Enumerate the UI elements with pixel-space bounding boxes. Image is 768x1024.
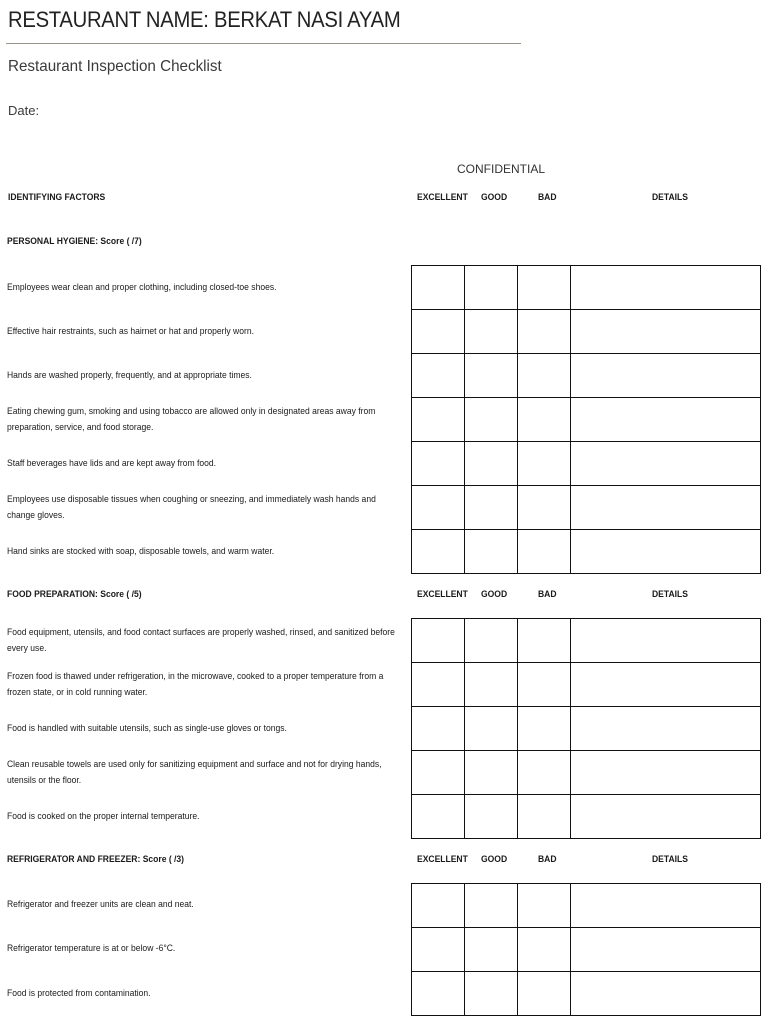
- table-row: [412, 707, 761, 751]
- excellent-cell[interactable]: [412, 663, 465, 707]
- bad-cell[interactable]: [518, 530, 571, 574]
- bad-cell[interactable]: [518, 972, 571, 1016]
- bad-cell[interactable]: [518, 751, 571, 795]
- good-cell[interactable]: [465, 354, 518, 398]
- checklist-item: Employees wear clean and proper clothing, including closed-toe shoes.: [7, 282, 277, 293]
- bad-column-header: BAD: [538, 854, 557, 865]
- excellent-cell[interactable]: [412, 795, 465, 839]
- bad-column-header: BAD: [538, 192, 557, 203]
- bad-cell[interactable]: [518, 398, 571, 442]
- good-cell[interactable]: [465, 398, 518, 442]
- good-cell[interactable]: [465, 928, 518, 972]
- table-row: [412, 884, 761, 928]
- identifying-factors-header: IDENTIFYING FACTORS: [8, 192, 106, 203]
- checklist-item: Food is protected from contamination.: [7, 988, 151, 999]
- bad-cell[interactable]: [518, 619, 571, 663]
- good-cell[interactable]: [465, 972, 518, 1016]
- details-cell[interactable]: [571, 795, 761, 839]
- excellent-cell[interactable]: [412, 884, 465, 928]
- bad-column-header: BAD: [538, 589, 557, 600]
- details-column-header: DETAILS: [652, 192, 688, 203]
- details-cell[interactable]: [571, 266, 761, 310]
- bad-cell[interactable]: [518, 442, 571, 486]
- table-row: [412, 486, 761, 530]
- table-row: [412, 266, 761, 310]
- table-row: [412, 619, 761, 663]
- good-cell[interactable]: [465, 884, 518, 928]
- excellent-cell[interactable]: [412, 928, 465, 972]
- table-row: [412, 398, 761, 442]
- checklist-item: Clean reusable towels are used only for sanitizing equipment and surface and not for drying hands, utensils or the floor.: [7, 759, 382, 786]
- good-cell[interactable]: [465, 442, 518, 486]
- good-column-header: GOOD: [481, 192, 508, 203]
- checklist-item: Effective hair restraints, such as hairnet or hat and properly worn.: [7, 326, 254, 337]
- table-row: [412, 442, 761, 486]
- excellent-column-header: EXCELLENT: [417, 192, 468, 203]
- checklist-item: Frozen food is thawed under refrigeration, in the microwave, cooked to a proper temperature from a frozen state, or in cold running water.: [7, 671, 384, 698]
- food-preparation-section-title: FOOD PREPARATION: Score ( /5): [7, 589, 142, 600]
- good-cell[interactable]: [465, 310, 518, 354]
- table-row: [412, 310, 761, 354]
- details-cell[interactable]: [571, 928, 761, 972]
- checklist-item: Employees use disposable tissues when coughing or sneezing, and immediately wash hands and change gloves.: [7, 494, 376, 521]
- document-subtitle: Restaurant Inspection Checklist: [8, 58, 222, 75]
- checklist-item: Eating chewing gum, smoking and using tobacco are allowed only in designated areas away from preparation, service, and food storage.: [7, 406, 376, 433]
- checklist-item: Food is cooked on the proper internal temperature.: [7, 811, 200, 822]
- excellent-cell[interactable]: [412, 398, 465, 442]
- checklist-item: Food is handled with suitable utensils, such as single-use gloves or tongs.: [7, 723, 287, 734]
- good-cell[interactable]: [465, 266, 518, 310]
- personal-hygiene-section-title: PERSONAL HYGIENE: Score ( /7): [7, 236, 142, 247]
- good-cell[interactable]: [465, 486, 518, 530]
- excellent-cell[interactable]: [412, 619, 465, 663]
- details-column-header: DETAILS: [652, 589, 688, 600]
- excellent-cell[interactable]: [412, 486, 465, 530]
- bad-cell[interactable]: [518, 310, 571, 354]
- details-cell[interactable]: [571, 707, 761, 751]
- bad-cell[interactable]: [518, 707, 571, 751]
- bad-cell[interactable]: [518, 486, 571, 530]
- table-row: [412, 663, 761, 707]
- excellent-cell[interactable]: [412, 972, 465, 1016]
- details-cell[interactable]: [571, 751, 761, 795]
- restaurant-title: RESTAURANT NAME: BERKAT NASI AYAM: [8, 7, 401, 32]
- good-cell[interactable]: [465, 663, 518, 707]
- details-column-header: DETAILS: [652, 854, 688, 865]
- bad-cell[interactable]: [518, 663, 571, 707]
- food-preparation-rating-grid: [411, 618, 761, 839]
- checklist-item: Refrigerator temperature is at or below -6°C.: [7, 943, 176, 954]
- excellent-cell[interactable]: [412, 751, 465, 795]
- good-cell[interactable]: [465, 619, 518, 663]
- bad-cell[interactable]: [518, 266, 571, 310]
- checklist-item: Food equipment, utensils, and food contact surfaces are properly washed, rinsed, and sanitized before every use.: [7, 627, 395, 654]
- checklist-item: Staff beverages have lids and are kept away from food.: [7, 458, 216, 469]
- excellent-cell[interactable]: [412, 707, 465, 751]
- title-divider: [6, 43, 521, 44]
- details-cell[interactable]: [571, 663, 761, 707]
- excellent-cell[interactable]: [412, 354, 465, 398]
- excellent-cell[interactable]: [412, 442, 465, 486]
- table-row: [412, 751, 761, 795]
- bad-cell[interactable]: [518, 928, 571, 972]
- confidential-label: CONFIDENTIAL: [457, 162, 546, 176]
- details-cell[interactable]: [571, 310, 761, 354]
- table-row: [412, 928, 761, 972]
- checklist-item: Hands are washed properly, frequently, and at appropriate times.: [7, 370, 252, 381]
- date-label: Date:: [8, 103, 40, 118]
- excellent-cell[interactable]: [412, 310, 465, 354]
- details-cell[interactable]: [571, 884, 761, 928]
- bad-cell[interactable]: [518, 354, 571, 398]
- good-column-header: GOOD: [481, 589, 508, 600]
- bad-cell[interactable]: [518, 795, 571, 839]
- refrigerator-section-title: REFRIGERATOR AND FREEZER: Score ( /3): [7, 854, 185, 865]
- details-cell[interactable]: [571, 972, 761, 1016]
- details-cell[interactable]: [571, 486, 761, 530]
- refrigerator-rating-grid: [411, 883, 761, 1016]
- details-cell[interactable]: [571, 530, 761, 574]
- good-cell[interactable]: [465, 795, 518, 839]
- details-cell[interactable]: [571, 398, 761, 442]
- details-cell[interactable]: [571, 442, 761, 486]
- personal-hygiene-rating-grid: [411, 265, 761, 574]
- details-cell[interactable]: [571, 354, 761, 398]
- good-cell[interactable]: [465, 751, 518, 795]
- checklist-item: Hand sinks are stocked with soap, disposable towels, and warm water.: [7, 546, 275, 557]
- good-column-header: GOOD: [481, 854, 508, 865]
- table-row: [412, 530, 761, 574]
- table-row: [412, 354, 761, 398]
- good-cell[interactable]: [465, 530, 518, 574]
- excellent-cell[interactable]: [412, 530, 465, 574]
- table-row: [412, 795, 761, 839]
- excellent-column-header: EXCELLENT: [417, 589, 468, 600]
- details-cell[interactable]: [571, 619, 761, 663]
- checklist-item: Refrigerator and freezer units are clean and neat.: [7, 899, 194, 910]
- excellent-cell[interactable]: [412, 266, 465, 310]
- excellent-column-header: EXCELLENT: [417, 854, 468, 865]
- bad-cell[interactable]: [518, 884, 571, 928]
- table-row: [412, 972, 761, 1016]
- good-cell[interactable]: [465, 707, 518, 751]
